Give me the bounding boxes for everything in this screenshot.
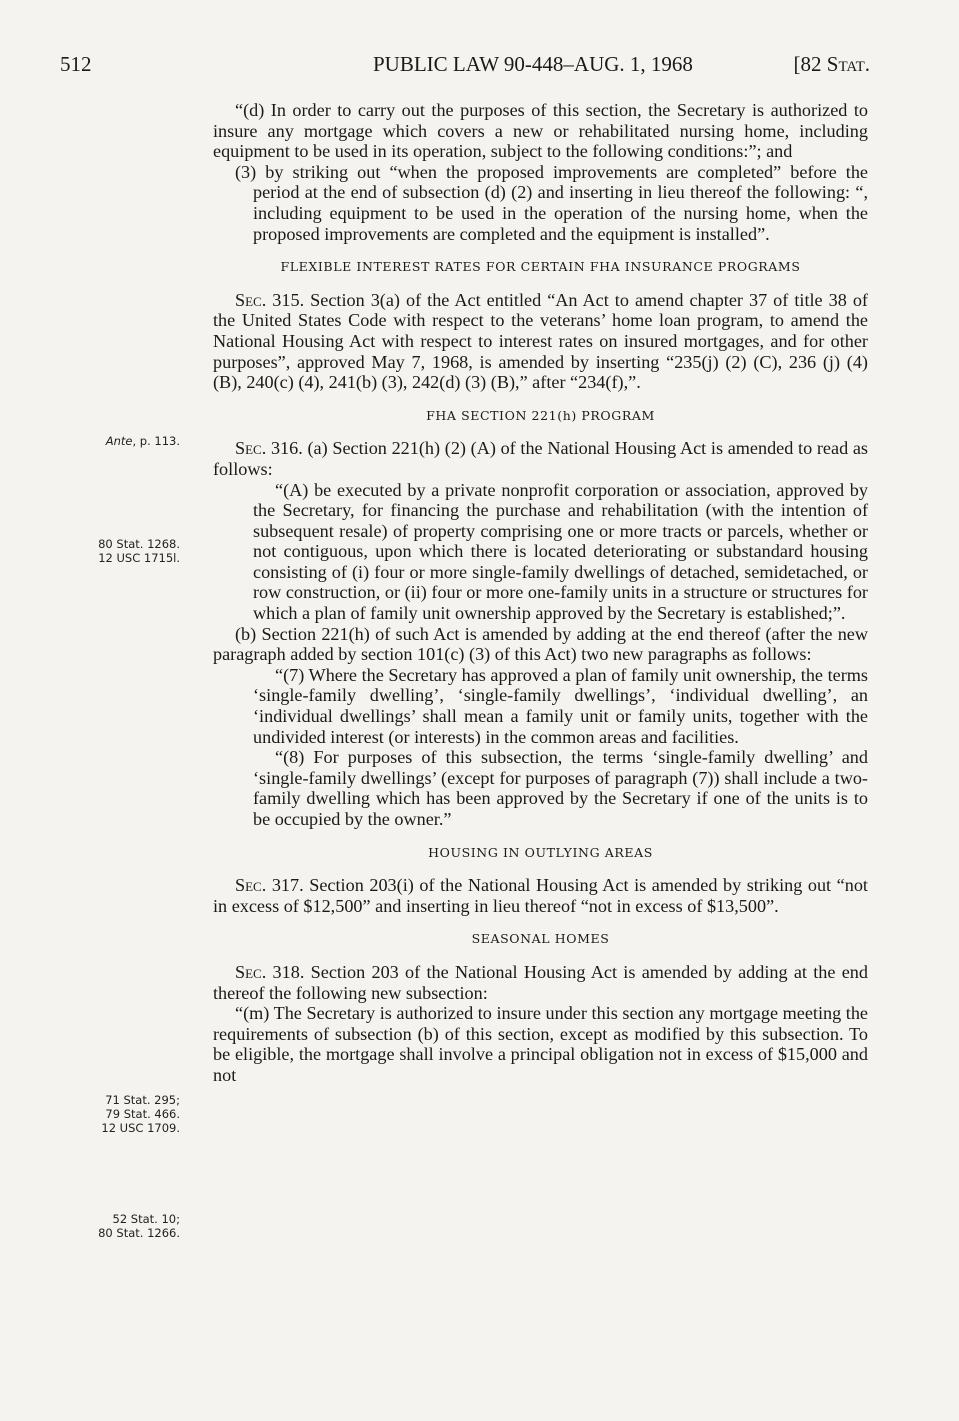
section-label: Sec. 315. xyxy=(235,289,305,310)
section-316-paragraph-7: “(7) Where the Secretary has approved a plan of family unit ownership, the terms ‘single-family dwelling’, ‘single-family dwellings’, ‘individual dwelling’, an ‘individual dwellings’ shall mean a family unit or family units, together with the undivided interest (or interests) in the common areas and facilities. xyxy=(253,664,868,747)
margin-note-sec318 xyxy=(54,1212,180,1240)
section-316-b: (b) Section 221(h) of such Act is amended by adding at the end thereof (after the new paragraph added by section 101(c) (3) of this Act) two new paragraphs as follows: xyxy=(213,623,868,665)
margin-note-line: 79 Stat. 466. xyxy=(105,1107,180,1121)
section-318-text: Section 203 of the National Housing Act is amended by adding at the end thereof the following new subsection: xyxy=(213,961,868,1003)
margin-note-line: 71 Stat. 295; xyxy=(105,1093,180,1107)
margin-note-ante-italic: Ante xyxy=(105,434,133,448)
section-317-text: Section 203(i) of the National Housing Act is amended by striking out “not in excess of $12,500” and inserting in lieu thereof “not in excess of $13,500”. xyxy=(213,875,868,916)
section-315-text: Section 3(a) of the Act entitled “An Act to amend chapter 37 of title 38 of the United States Code with respect to the veterans’ home loan program, to amend the National Housing Act with respect to interest rates on insured mortgages, and for other purposes”, approved May 7, 1968, is amended by inserting “235(j) (2) (C), 236 (j) (4) (B), 240(c) (4), 241(b) (3), 242(d) (3) (B),” after “234(f),”. xyxy=(213,289,868,393)
margin-note-line: 52 Stat. 10; xyxy=(112,1212,180,1226)
section-316-quoted-A: “(A) be executed by a private nonprofit corporation or association, approved by the Secretary, for financing the purchase and rehabilitation (with the intention of subsequent resale) of property comprising one or more tracts or parcels, whether or not contiguous, upon which there is located deteriorating or substandard housing consisting of (i) four or more single-family dwellings of detached, semidetached, or row construction, or (ii) four or more one-family units in a structure or structures for which a plan of family unit ownership approved by the Secretary is established;”. xyxy=(253,479,868,624)
statute-prefix: [82 xyxy=(793,52,827,76)
margin-note-line: 80 Stat. 1266. xyxy=(98,1226,180,1240)
margin-note-line: 12 USC 1709. xyxy=(101,1121,180,1135)
running-header xyxy=(60,52,870,86)
section-label: Sec. 318. xyxy=(235,961,305,982)
margin-note-line: 12 USC 1715l. xyxy=(98,551,180,565)
section-heading-318: SEASONAL HOMES xyxy=(471,931,610,947)
body-text xyxy=(213,100,868,1086)
section-316-text: (a) Section 221(h) (2) (A) of the National Housing Act is amended to read as follows: xyxy=(213,438,868,479)
paragraph-3: (3) by striking out “when the proposed improvements are completed” before the period at the end of subsection (d) (2) and inserting in lieu thereof the following: “, including equipment to be used in the operation of the nursing home, when the proposed improvements are completed and the equipment is installed”. xyxy=(235,161,868,244)
section-label: Sec. 316. xyxy=(235,438,303,459)
section-316-a xyxy=(213,438,868,479)
statute-word: Stat. xyxy=(826,52,870,76)
section-heading-316: FHA SECTION 221(h) PROGRAM xyxy=(426,407,655,423)
statute-reference xyxy=(794,52,870,77)
margin-note-ante-rest: , p. 113. xyxy=(132,434,180,448)
section-316-paragraph-8: “(8) For purposes of this subsection, the terms ‘single-family dwelling’ and ‘single-family dwellings’ (except for purposes of paragraph (7)) shall include a two-family dwelling which has been approved by the Secretary if one of the units is to be occupied by the owner.” xyxy=(253,747,868,829)
paragraph-d-quote: “(d) In order to carry out the purposes of this section, the Secretary is authorized to insure any mortgage which covers a new or rehabilitated nursing home, including equipment to be used in its operation, subject to the following conditions:”; and xyxy=(213,100,868,162)
section-label: Sec. 317. xyxy=(235,875,304,896)
section-318-subsection-m: “(m) The Secretary is authorized to insure under this section any mortgage meeting the requirements of subsection (b) of this section, except as modified by this subsection. To be eligible, the mortgage shall involve a principal obligation not in excess of $15,000 and not xyxy=(213,1003,868,1085)
margin-note-sec317 xyxy=(54,1093,180,1135)
margin-note-sec316 xyxy=(54,537,180,565)
section-heading-317: HOUSING IN OUTLYING AREAS xyxy=(428,844,653,860)
section-315 xyxy=(213,290,868,393)
margin-note-line: 80 Stat. 1268. xyxy=(98,537,180,551)
margin-note-ante xyxy=(54,434,180,448)
section-317 xyxy=(213,875,868,916)
page-number: 512 xyxy=(60,52,92,76)
section-318 xyxy=(213,962,868,1003)
section-heading-315: FLEXIBLE INTEREST RATES FOR CERTAIN FHA INSURANCE PROGRAMS xyxy=(280,259,801,275)
law-title: PUBLIC LAW 90-448–AUG. 1, 1968 xyxy=(373,52,693,76)
